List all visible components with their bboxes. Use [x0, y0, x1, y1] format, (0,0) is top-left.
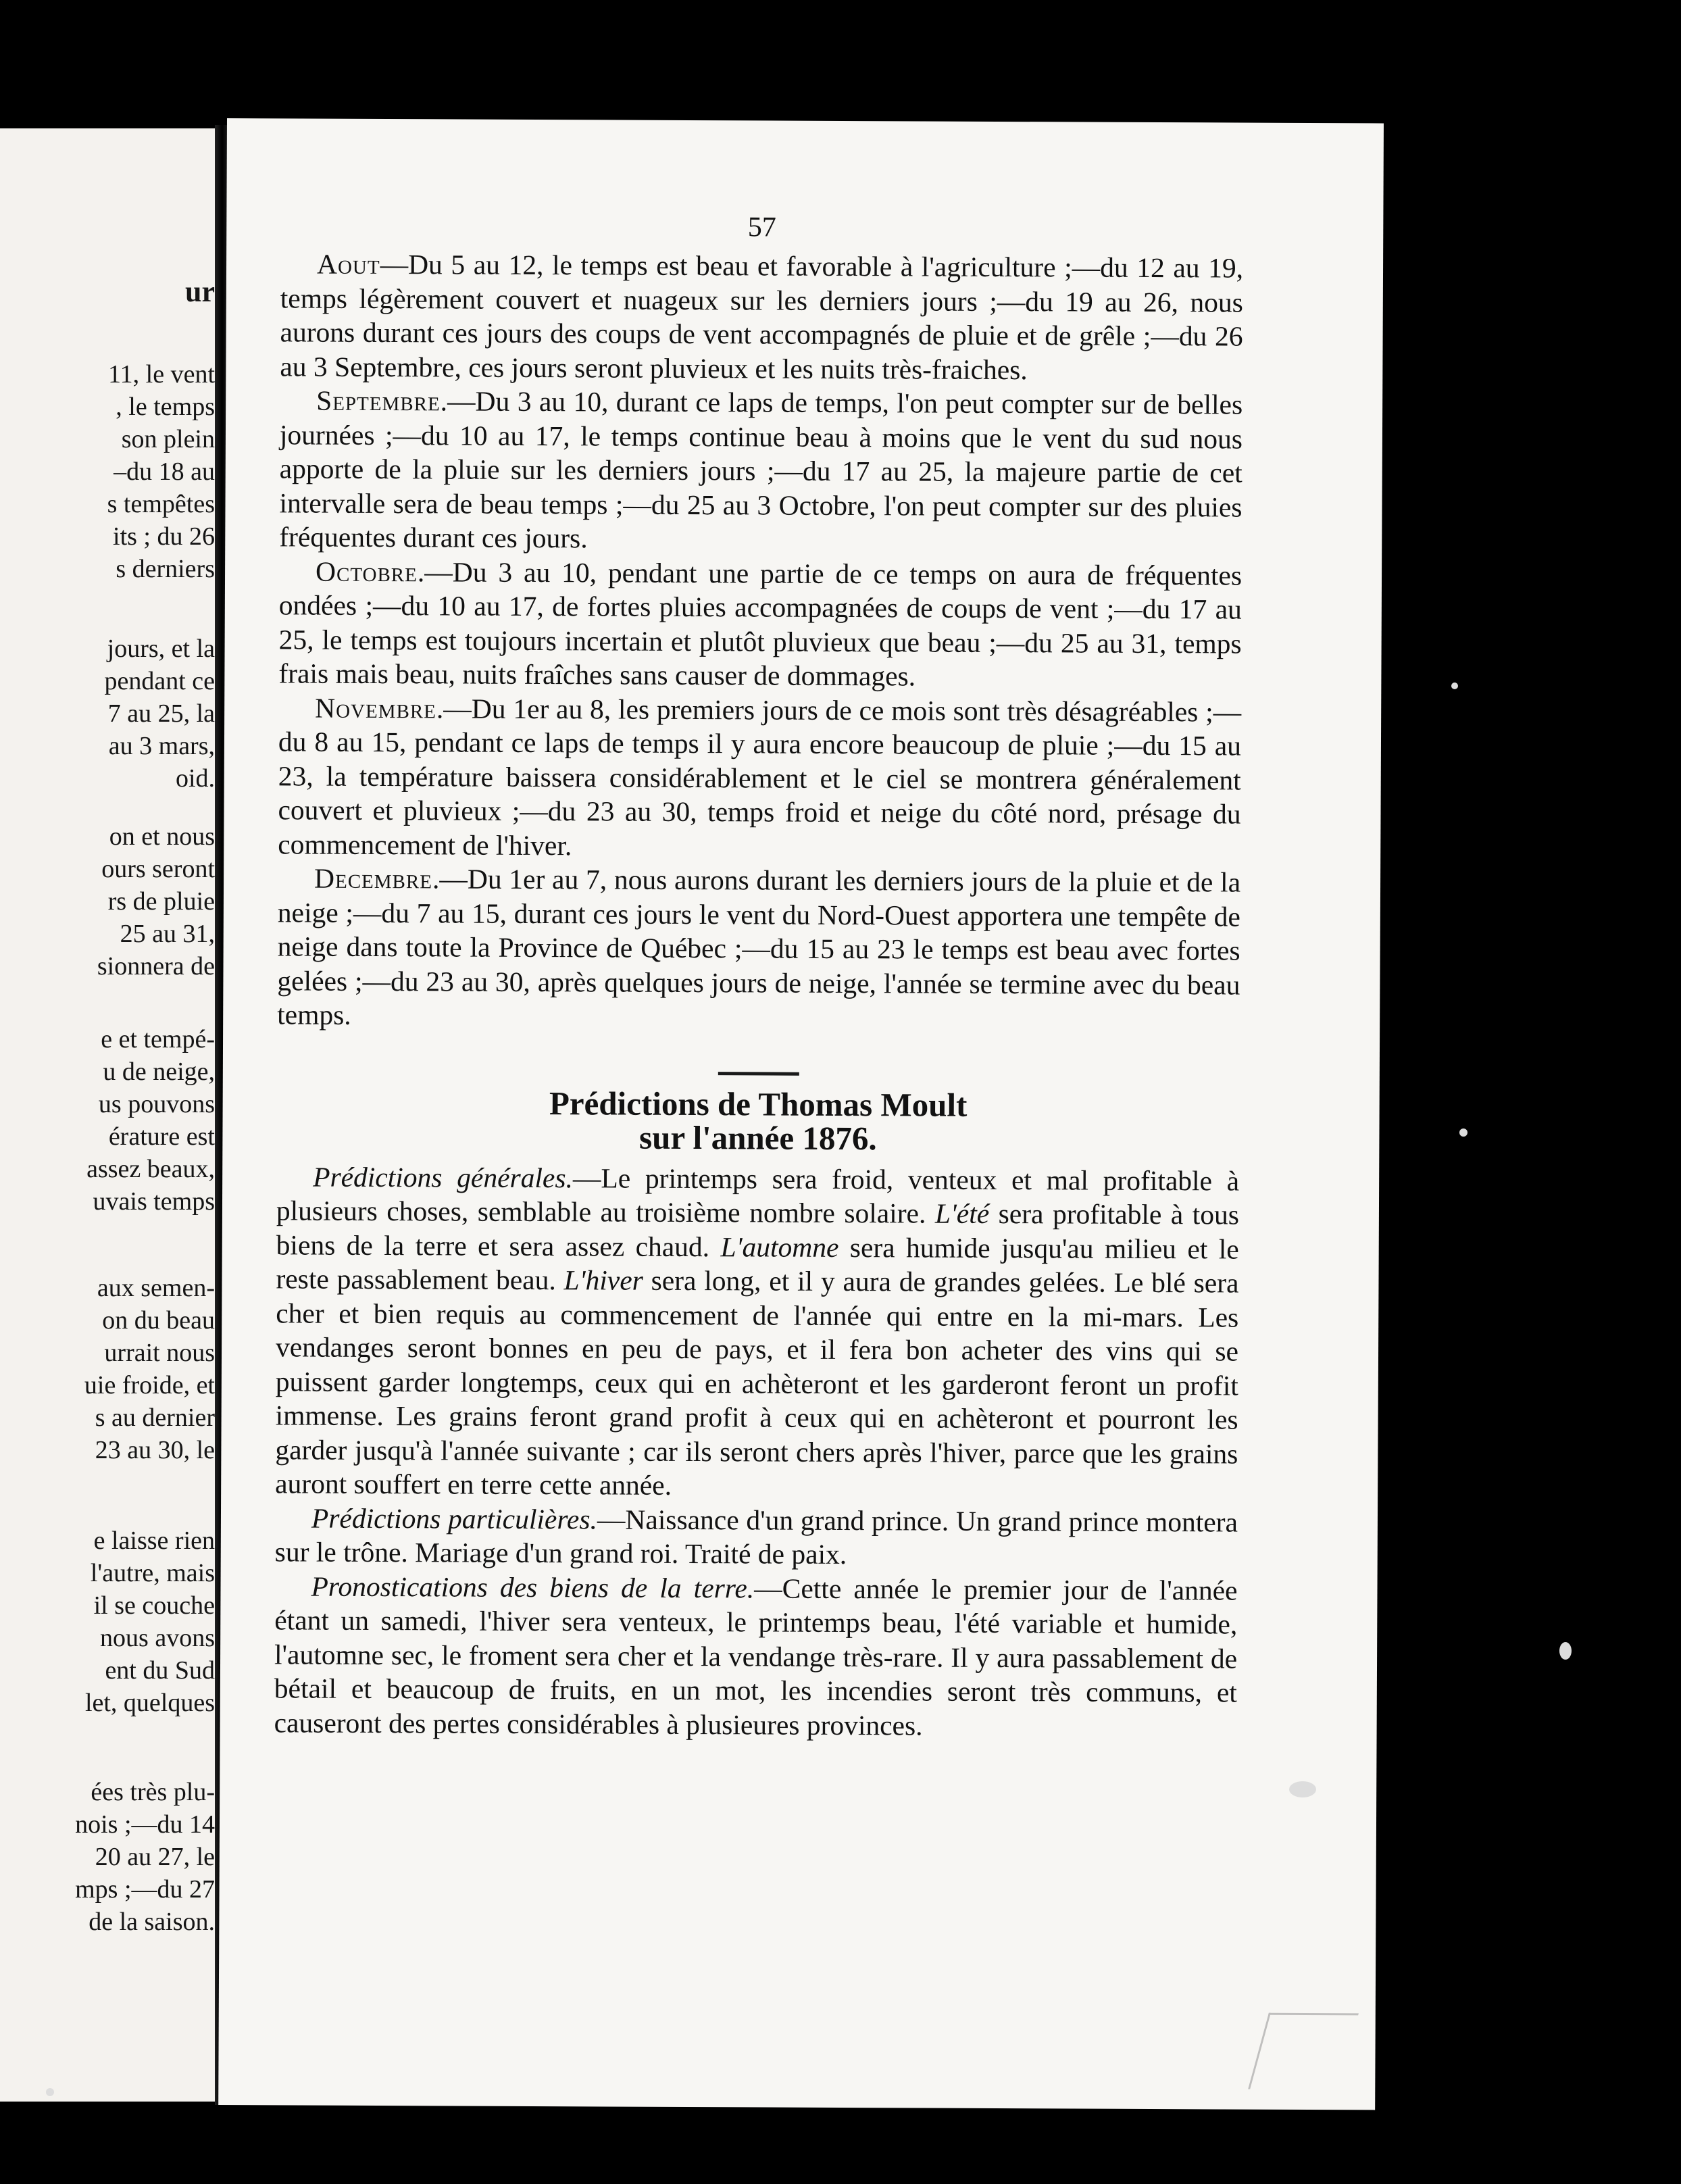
month-paragraph-octobre [278, 554, 1242, 695]
month-paragraph-novembre [278, 691, 1241, 866]
left-line: e et tempé- [101, 1025, 215, 1053]
left-line: s tempêtes [107, 490, 215, 518]
left-line: ur [185, 275, 215, 308]
page-number: 57 [747, 212, 776, 243]
month-paragraph-aout [280, 247, 1243, 387]
season-term: L'automne [720, 1231, 839, 1263]
left-line: nois ;—du 14 [75, 1810, 215, 1839]
left-line: 20 au 27, le [95, 1843, 215, 1871]
left-line: aux semen- [97, 1274, 215, 1302]
left-line: rs de pluie [107, 887, 215, 916]
month-label: Octobre [315, 555, 418, 587]
left-line: 25 au 31, [120, 920, 215, 948]
left-line: oid. [175, 764, 215, 793]
left-line: de la saison. [89, 1908, 215, 1936]
month-text: .—Du 1er au 8, les premiers jours de ce mois sont très désagréables ;—du 8 au 15, pendant ce laps de temps il y aura encore beaucoup de pluie ;—du 15 au 23, la température baissera considérablement et le ciel se montrera généralement couvert et pluvieux ;—du 23 au 30, temps froid et neige du côté nord, présage du commencement de l'hiver. [278, 692, 1242, 861]
left-line: 11, le vent [108, 360, 215, 389]
predictions-generales-paragraph [275, 1160, 1239, 1505]
left-line: l'autre, mais [90, 1559, 215, 1587]
left-line: ours seront [101, 855, 215, 883]
left-line: us pouvons [98, 1090, 215, 1118]
paragraph-title: Prédictions générales. [313, 1161, 574, 1193]
left-line: au 3 mars, [108, 732, 215, 760]
left-line: s derniers [116, 555, 215, 583]
season-term: L'hiver [563, 1264, 643, 1296]
dust-speck [1451, 682, 1458, 689]
left-line: e laisse rien [93, 1527, 215, 1555]
left-line: uvais temps [93, 1187, 215, 1216]
left-line: érature est [108, 1122, 215, 1151]
predictions-particulieres-paragraph [275, 1501, 1238, 1573]
dust-speck [1289, 1781, 1316, 1797]
month-label: Decembre [313, 862, 433, 895]
season-term: L'été [934, 1197, 990, 1229]
dust-speck [46, 2088, 54, 2096]
dust-speck [1459, 1128, 1467, 1137]
dust-speck [1559, 1642, 1572, 1660]
paragraph-text: —Cette année le premier jour de l'année étant un samedi, l'hiver sera venteux, le printemps beau, l'été variable et humide, l'automne sec, le froment sera cher et la vendange très-rare. Il y aura passablement de bétail et beaucoup de fruits, en un mot, les incendies seront très communs, et causeront des pertes considérables à plusieures provinces. [274, 1572, 1238, 1741]
month-paragraph-septembre [279, 383, 1243, 558]
month-text: .—Du 3 au 10, pendant une partie de ce temps on aura de fréquentes ondées ;—du 10 au 17, de fortes pluies accompagnées de coups de vent ;—du 17 au 25, le temps est toujours incertain et plutôt pluvieux que beau ;—du 25 au 31, temps frais mais beau, nuits fraîches sans causer de dommages. [278, 555, 1243, 692]
month-label: Aout [316, 248, 380, 280]
page-text [274, 206, 1244, 1743]
page-corner-curl [1248, 2013, 1359, 2089]
left-line: urrait nous [104, 1339, 215, 1367]
left-line: sionnera de [97, 952, 215, 981]
left-page-fragment [0, 128, 215, 2102]
left-line: assez beaux, [86, 1155, 215, 1183]
paragraph-text: —Naissance d'un grand prince. Un grand prince montera sur le trône. Mariage d'un grand roi. Traité de paix. [274, 1503, 1238, 1570]
left-line: let, quelques [84, 1689, 215, 1717]
paragraph-text: sera profitable à tous biens de la terre et sera assez chaud. [276, 1197, 1240, 1262]
left-line: pendant ce [104, 667, 215, 695]
pronostications-paragraph [274, 1569, 1238, 1744]
left-line: uie froide, et [84, 1371, 215, 1399]
month-text: —Du 5 au 12, le temps est beau et favorable à l'agriculture ;—du 12 au 19, temps légèrement couvert et nuageux sur les derniers jours ;—du 19 au 26, nous aurons durant ces jours des coups de vent accompagnés de pluie et de grêle ;—du 26 au 3 Septembre, ces jours seront pluvieux et les nuits très-fraiches. [280, 248, 1244, 385]
month-label: Septembre [316, 384, 441, 417]
left-line: , le temps [116, 393, 215, 421]
left-line: s au dernier [95, 1404, 215, 1432]
left-line: mps ;—du 27 [75, 1875, 215, 1904]
left-line: son plein [121, 425, 215, 453]
month-label: Novembre [315, 692, 437, 724]
left-line: ent du Sud [105, 1656, 215, 1685]
month-text: .—Du 1er au 7, nous aurons durant les derniers jours de la pluie et de la neige ;—du 7 au 15, durant ces jours le vent du Nord-Ouest apportera une tempête de neige dans toute la Province de Québec ;—du 15 au 23 le temps est beau avec fortes gelées ;—du 23 au 30, après quelques jours de neige, l'année se termine avec du beau temps. [277, 863, 1241, 1031]
section-heading [276, 1085, 1239, 1157]
month-paragraph-decembre [277, 861, 1240, 1036]
left-line: ées très plu- [91, 1778, 215, 1806]
paragraph-text: —Le printemps sera froid, venteux et mal profitable à plusieurs choses, semblable au troisième nombre solaire. [276, 1162, 1240, 1229]
left-line: u de neige, [103, 1058, 215, 1086]
left-line: –du 18 au [114, 457, 215, 486]
left-line: on et nous [109, 822, 215, 851]
left-line: 7 au 25, la [107, 699, 215, 728]
heading-line-1: Prédictions de Thomas Moult [549, 1084, 968, 1124]
paragraph-title: Pronostications des biens de la terre. [311, 1570, 755, 1604]
heading-line-2: sur l'année 1876. [638, 1118, 877, 1157]
left-line: il se couche [93, 1591, 215, 1620]
page-57 [218, 118, 1384, 2110]
section-divider [718, 1072, 799, 1076]
left-line: on du beau [102, 1306, 215, 1335]
left-line: 23 au 30, le [95, 1436, 215, 1464]
paragraph-text: sera long, et il y aura de grandes gelées. Le blé sera cher et bien requis au commencement de l'année qui entre en la mi-mars. Les vendanges seront bonnes en peu de pays, et il fera bon acheter des vins qui se puissent garder longtemps, ceux qui en achèteront et les garderont feront un profit immense. Les grains feront grand profit à ceux qui en achèteront et pourront les garder jusqu'à l'année suivante ; car ils seront chers après l'hiver, parce que les grains auront souffert en terre cette année. [275, 1264, 1239, 1501]
left-line: nous avons [100, 1624, 215, 1652]
left-line: its ; du 26 [113, 522, 215, 551]
paragraph-title: Prédictions particulières. [311, 1502, 598, 1535]
left-line: jours, et la [107, 635, 215, 663]
paragraph-text: sera humide jusqu'au milieu et le reste passablement beau. [276, 1231, 1239, 1296]
month-text: .—Du 3 au 10, durant ce laps de temps, l'on peut compter sur de belles journées ;—du 10 au 17, le temps continue beau à moins que le vent du sud nous apporte de la pluie sur les derniers jours ;—du 17 au 25, la majeure partie de cet intervalle sera de beau temps ;—du 25 au 3 Octobre, l'on peut compter sur des pluies fréquentes durant ces jours. [279, 385, 1243, 554]
